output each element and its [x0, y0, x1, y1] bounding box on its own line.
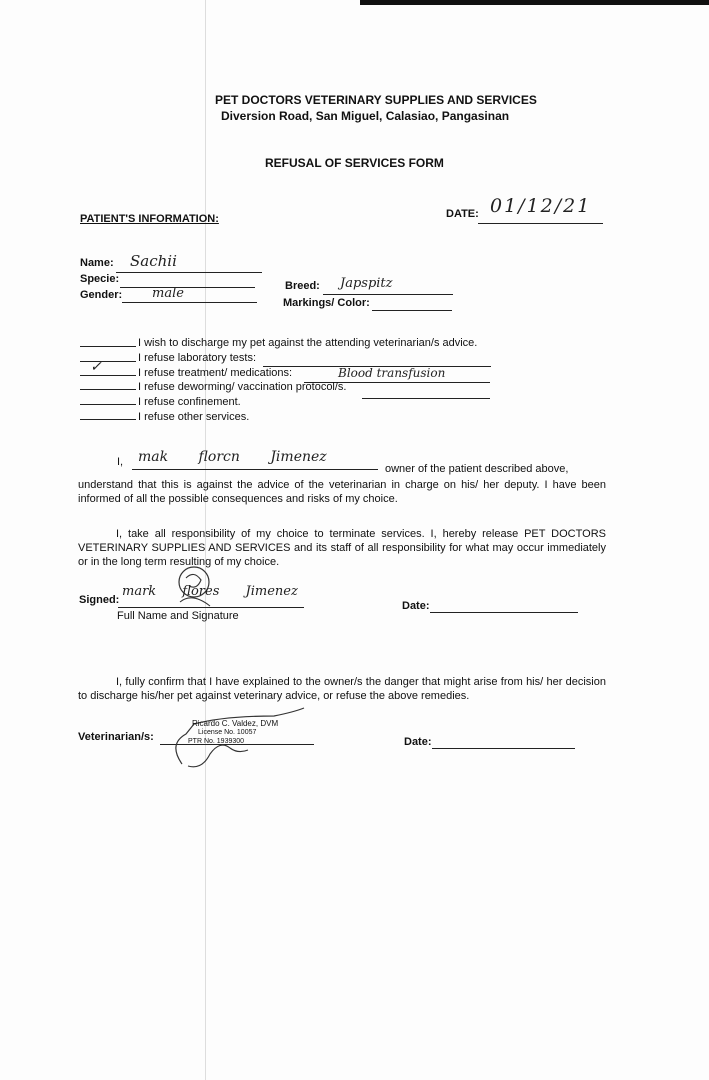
- date-line: [478, 223, 603, 224]
- option-text-0: I wish to discharge my pet against the attending veterinarian/s advice.: [138, 337, 478, 349]
- owner-prefix: I,: [117, 456, 124, 468]
- option-text-5: I refuse other services.: [138, 411, 250, 423]
- name-label: Name:: [80, 257, 114, 269]
- breed-value: Japspitz: [340, 276, 393, 291]
- option-mark-2: ✓: [90, 359, 102, 375]
- full-name-caption: Full Name and Signature: [117, 610, 239, 622]
- markings-label: Markings/ Color:: [283, 297, 370, 309]
- owner-para-1: understand that this is against the advice of the veterinarian in charge on his/ her deputy. I have been informed of all the possible consequences and risks of my choice.: [78, 479, 606, 505]
- markings-line: [372, 310, 452, 311]
- gender-label: Gender:: [80, 289, 123, 301]
- scan-edge: [360, 0, 709, 5]
- gender-value: male: [152, 286, 184, 301]
- option-blank-0: [80, 346, 136, 347]
- option-blank-1: [80, 361, 136, 362]
- option-fill-line-3: [362, 398, 490, 399]
- date-label: DATE:: [446, 208, 479, 220]
- option-blank-5: [80, 419, 136, 420]
- date-value: 01/12/21: [490, 195, 592, 217]
- option-blank-4: [80, 404, 136, 405]
- vet-signature-scribble-icon: [158, 704, 308, 770]
- option-fill-2: Blood transfusion: [338, 366, 446, 380]
- vet-stamp-license: License No. 10057: [198, 729, 257, 736]
- vet-label: Veterinarian/s:: [78, 731, 154, 743]
- gender-line: [122, 302, 257, 303]
- form-title: REFUSAL OF SERVICES FORM: [265, 156, 444, 170]
- option-text-2: I refuse treatment/ medications:: [138, 367, 293, 379]
- company-name: PET DOCTORS VETERINARY SUPPLIES AND SERVICES: [215, 93, 537, 107]
- vet-date-line: [432, 748, 575, 749]
- patient-section-title: PATIENT'S INFORMATION:: [80, 213, 219, 225]
- owner-date-line: [430, 612, 578, 613]
- company-address: Diversion Road, San Miguel, Calasiao, Pangasinan: [221, 109, 510, 123]
- name-value: Sachii: [130, 252, 177, 270]
- specie-line: [120, 287, 255, 288]
- breed-label: Breed:: [285, 280, 320, 292]
- owner-name-hand: mak florcn Jimenez: [138, 449, 327, 465]
- option-text-4: I refuse confinement.: [138, 396, 241, 408]
- owner-date-label: Date:: [402, 600, 430, 612]
- option-text-3: I refuse deworming/ vaccination protocol/s.: [138, 381, 347, 393]
- vet-date-label: Date:: [404, 736, 432, 748]
- breed-line: [323, 294, 453, 295]
- option-blank-2: [80, 375, 136, 376]
- vet-stamp-ptr: PTR No. 1939300: [188, 738, 245, 745]
- signed-hand: mark flores Jimenez: [122, 584, 298, 599]
- option-blank-3: [80, 389, 136, 390]
- owner-para-2: I, take all responsibility of my choice to terminate services. I, hereby release PET DOCTORS VETERINARY SUPPLIES AND SERVICES and its staff of all responsibility for what may occur immediately or in the long term resulting of my choice.: [78, 528, 606, 568]
- option-text-1: I refuse laboratory tests:: [138, 352, 256, 364]
- signed-label: Signed:: [79, 594, 120, 606]
- vet-stamp-name: Ricardo C. Valdez, DVM: [192, 719, 279, 728]
- name-line: [116, 272, 262, 273]
- specie-label: Specie:: [80, 273, 120, 285]
- owner-name-line: [132, 469, 378, 470]
- vet-para: I, fully confirm that I have explained to the owner/s the danger that might arise from his/ her decision to discharge his/her pet against veterinary advice, or refuse the above remedies.: [78, 676, 606, 702]
- owner-para-tail: owner of the patient described above,: [385, 463, 569, 475]
